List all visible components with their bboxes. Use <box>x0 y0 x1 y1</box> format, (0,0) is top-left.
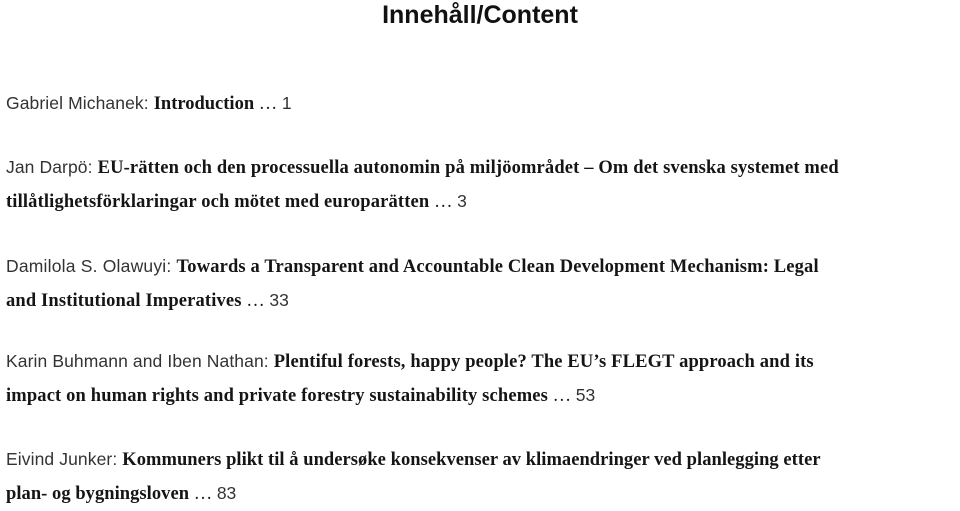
toc-entry-line <box>6 379 958 413</box>
toc-entry[interactable] <box>6 345 958 413</box>
toc-author: Karin Buhmann and Iben Nathan: <box>6 351 274 371</box>
toc-title-continued[interactable]: and Institutional Imperatives <box>6 291 242 311</box>
toc-entry[interactable] <box>6 250 958 318</box>
toc-entry-line <box>6 284 958 318</box>
toc-entry[interactable] <box>6 87 958 121</box>
toc-page-separator: … <box>429 192 458 212</box>
toc-page-number[interactable]: 1 <box>281 93 292 113</box>
toc-page-number[interactable]: 53 <box>575 385 596 405</box>
toc-title[interactable]: EU-rätten och den processuella autonomin på miljöområdet – Om det svenska systemet med <box>97 158 839 178</box>
toc-page-number[interactable]: 83 <box>216 483 237 503</box>
toc-author: Gabriel Michanek: <box>6 93 154 113</box>
toc-entry-line <box>6 185 958 219</box>
toc-page-separator: … <box>254 94 282 114</box>
toc-entry-line <box>6 345 958 379</box>
toc-entry[interactable] <box>6 443 958 511</box>
toc-title-continued[interactable]: impact on human rights and private forestry sustainability schemes <box>6 386 548 406</box>
toc-entry[interactable] <box>6 151 958 219</box>
toc-title[interactable]: Plentiful forests, happy people? The EU’s FLEGT approach and its <box>273 352 814 372</box>
toc-entry-line <box>6 250 958 284</box>
toc-entry-line <box>6 477 958 511</box>
toc-title-continued[interactable]: tillåtlighetsförklaringar och mötet med europarätten <box>6 192 430 212</box>
toc-page-separator: … <box>189 484 217 504</box>
toc-page-separator: … <box>547 386 576 406</box>
toc-title-continued[interactable]: plan- og bygningsloven <box>6 484 190 504</box>
toc-entry-line <box>6 443 958 477</box>
toc-entry-line <box>6 87 958 121</box>
toc-page-separator: … <box>241 291 270 311</box>
toc-author: Eivind Junker: <box>6 449 123 469</box>
page-title: Innehåll/Content <box>382 1 578 29</box>
toc-author: Damilola S. Olawuyi: <box>6 256 177 276</box>
toc-title[interactable]: Introduction <box>153 94 255 114</box>
toc-entry-line <box>6 151 958 185</box>
toc-page-number[interactable]: 3 <box>457 191 467 211</box>
toc-author: Jan Darpö: <box>6 157 98 177</box>
toc-page-number[interactable]: 33 <box>269 290 289 310</box>
toc-title[interactable]: Kommuners plikt til å undersøke konsekvenser av klimaendringer ved planlegging etter <box>122 450 821 470</box>
toc-title[interactable]: Towards a Transparent and Accountable Clean Development Mechanism: Legal <box>176 257 819 277</box>
